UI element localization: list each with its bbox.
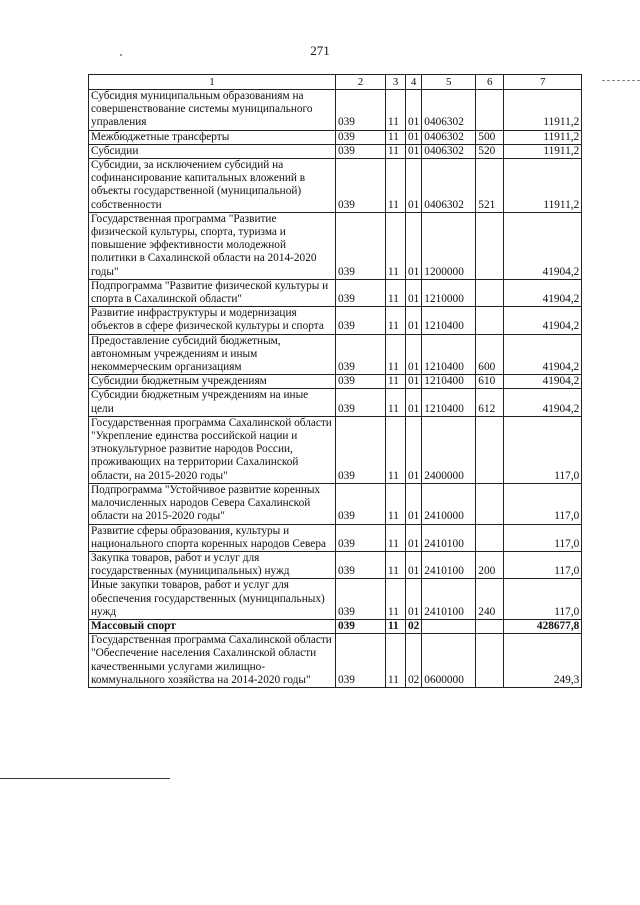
ministry-code-cell: 039 xyxy=(336,130,386,144)
scan-artifact-line xyxy=(0,778,170,779)
row-name-cell: Развитие сферы образования, культуры и национального спорта коренных народов Севера xyxy=(89,524,336,551)
subsection-code-cell: 01 xyxy=(406,579,422,620)
subsection-code-cell: 01 xyxy=(406,212,422,279)
row-name-cell: Подпрограмма "Устойчивое развитие коренных малочисленных народов Севера Сахалинской области на 2015-2020 годы" xyxy=(89,483,336,524)
ministry-code-cell: 039 xyxy=(336,90,386,131)
section-code-cell: 11 xyxy=(386,144,406,158)
target-item-cell: 2410100 xyxy=(422,551,476,578)
table-row xyxy=(89,279,582,306)
section-code-cell: 11 xyxy=(386,279,406,306)
amount-cell: 117,0 xyxy=(504,579,582,620)
section-code-cell: 11 xyxy=(386,159,406,213)
target-item-cell: 2410100 xyxy=(422,579,476,620)
target-item-cell: 1210400 xyxy=(422,334,476,375)
target-item-cell xyxy=(422,619,476,633)
amount-cell: 11911,2 xyxy=(504,159,582,213)
row-name-cell: Межбюджетные трансферты xyxy=(89,130,336,144)
row-name-cell: Развитие инфраструктуры и модернизация объектов в сфере физической культуры и спорта xyxy=(89,307,336,334)
header-cell: 1 xyxy=(89,75,336,90)
row-name-cell: Предоставление субсидий бюджетным, автономным учреждениям и иным некоммерческим организациям xyxy=(89,334,336,375)
target-item-cell: 0406302 xyxy=(422,144,476,158)
subsection-code-cell: 01 xyxy=(406,307,422,334)
ministry-code-cell: 039 xyxy=(336,579,386,620)
table-row xyxy=(89,634,582,688)
section-code-cell: 11 xyxy=(386,307,406,334)
section-code-cell: 11 xyxy=(386,619,406,633)
amount-cell: 11911,2 xyxy=(504,130,582,144)
table-row xyxy=(89,524,582,551)
row-name-cell: Государственная программа Сахалинской области "Обеспечение населения Сахалинской области качественными услугами жилищно-коммунального хозяйства на 2014-2020 годы" xyxy=(89,634,336,688)
target-item-cell: 1210400 xyxy=(422,389,476,416)
table-row xyxy=(89,90,582,131)
expense-type-cell xyxy=(476,279,504,306)
subsection-code-cell: 01 xyxy=(406,389,422,416)
subsection-code-cell: 02 xyxy=(406,619,422,633)
ministry-code-cell: 039 xyxy=(336,279,386,306)
ministry-code-cell: 039 xyxy=(336,619,386,633)
amount-cell: 249,3 xyxy=(504,634,582,688)
row-name-cell: Государственная программа Сахалинской области "Укрепление единства российской нации и этнокультурное развитие народов России, проживающих на территории Сахалинской области, на 2015-2020 годы" xyxy=(89,416,336,483)
ministry-code-cell: 039 xyxy=(336,212,386,279)
row-name-cell: Субсидии бюджетным учреждениям на иные цели xyxy=(89,389,336,416)
expense-type-cell: 612 xyxy=(476,389,504,416)
row-name-cell: Субсидия муниципальным образованиям на совершенствование системы муниципального управления xyxy=(89,90,336,131)
table-row xyxy=(89,483,582,524)
ministry-code-cell: 039 xyxy=(336,159,386,213)
row-name-cell: Закупка товаров, работ и услуг для государственных (муниципальных) нужд xyxy=(89,551,336,578)
table-row xyxy=(89,619,582,633)
target-item-cell: 1210400 xyxy=(422,307,476,334)
expense-type-cell: 240 xyxy=(476,579,504,620)
header-cell: 4 xyxy=(406,75,422,90)
target-item-cell: 2400000 xyxy=(422,416,476,483)
table-row xyxy=(89,159,582,213)
table-row xyxy=(89,334,582,375)
subsection-code-cell: 01 xyxy=(406,144,422,158)
header-cell: 5 xyxy=(422,75,476,90)
table-header-row xyxy=(89,75,582,90)
table-row xyxy=(89,579,582,620)
table-row xyxy=(89,212,582,279)
amount-cell: 41904,2 xyxy=(504,279,582,306)
header-cell: 3 xyxy=(386,75,406,90)
expense-type-cell xyxy=(476,212,504,279)
amount-cell: 117,0 xyxy=(504,416,582,483)
ministry-code-cell: 039 xyxy=(336,416,386,483)
expense-type-cell: 200 xyxy=(476,551,504,578)
ministry-code-cell: 039 xyxy=(336,307,386,334)
amount-cell: 11911,2 xyxy=(504,90,582,131)
subsection-code-cell: 01 xyxy=(406,159,422,213)
section-code-cell: 11 xyxy=(386,634,406,688)
target-item-cell: 2410000 xyxy=(422,483,476,524)
subsection-code-cell: 01 xyxy=(406,90,422,131)
target-item-cell: 0406302 xyxy=(422,130,476,144)
subsection-code-cell: 01 xyxy=(406,375,422,389)
ministry-code-cell: 039 xyxy=(336,634,386,688)
expense-type-cell xyxy=(476,524,504,551)
ministry-code-cell: 039 xyxy=(336,483,386,524)
section-code-cell: 11 xyxy=(386,483,406,524)
expense-type-cell xyxy=(476,619,504,633)
section-code-cell: 11 xyxy=(386,551,406,578)
amount-cell: 11911,2 xyxy=(504,144,582,158)
budget-table xyxy=(88,74,582,688)
expense-type-cell: 610 xyxy=(476,375,504,389)
amount-cell: 117,0 xyxy=(504,524,582,551)
header-cell: 7 xyxy=(504,75,582,90)
amount-cell: 41904,2 xyxy=(504,307,582,334)
section-code-cell: 11 xyxy=(386,416,406,483)
subsection-code-cell: 01 xyxy=(406,279,422,306)
ministry-code-cell: 039 xyxy=(336,375,386,389)
table-row xyxy=(89,551,582,578)
ministry-code-cell: 039 xyxy=(336,551,386,578)
expense-type-cell: 500 xyxy=(476,130,504,144)
amount-cell: 41904,2 xyxy=(504,375,582,389)
expense-type-cell xyxy=(476,90,504,131)
table-row xyxy=(89,130,582,144)
target-item-cell: 0406302 xyxy=(422,159,476,213)
target-item-cell: 2410100 xyxy=(422,524,476,551)
table-row xyxy=(89,307,582,334)
section-code-cell: 11 xyxy=(386,579,406,620)
ministry-code-cell: 039 xyxy=(336,144,386,158)
section-code-cell: 11 xyxy=(386,130,406,144)
scan-artifact-dashes xyxy=(602,80,640,81)
amount-cell: 41904,2 xyxy=(504,389,582,416)
page-number: 271 xyxy=(310,43,330,58)
expense-type-cell: 600 xyxy=(476,334,504,375)
table-row xyxy=(89,144,582,158)
row-name-cell: Субсидии, за исключением субсидий на софинансирование капитальных вложений в объекты государственной (муниципальной) собственности xyxy=(89,159,336,213)
subsection-code-cell: 01 xyxy=(406,416,422,483)
amount-cell: 117,0 xyxy=(504,551,582,578)
ministry-code-cell: 039 xyxy=(336,524,386,551)
expense-type-cell: 520 xyxy=(476,144,504,158)
row-name-cell: Субсидии xyxy=(89,144,336,158)
subsection-code-cell: 01 xyxy=(406,551,422,578)
amount-cell: 428677,8 xyxy=(504,619,582,633)
expense-type-cell: 521 xyxy=(476,159,504,213)
header-cell: 6 xyxy=(476,75,504,90)
row-name-cell: Субсидии бюджетным учреждениям xyxy=(89,375,336,389)
row-name-cell: Подпрограмма "Развитие физической культуры и спорта в Сахалинской области" xyxy=(89,279,336,306)
table-row xyxy=(89,389,582,416)
target-item-cell: 1210000 xyxy=(422,279,476,306)
header-cell: 2 xyxy=(336,75,386,90)
section-code-cell: 11 xyxy=(386,389,406,416)
target-item-cell: 1200000 xyxy=(422,212,476,279)
expense-type-cell xyxy=(476,483,504,524)
section-code-cell: 11 xyxy=(386,524,406,551)
row-name-cell: Государственная программа "Развитие физической культуры, спорта, туризма и повышение эффективности молодежной политики в Сахалинской области на 2014-2020 годы" xyxy=(89,212,336,279)
target-item-cell: 1210400 xyxy=(422,375,476,389)
subsection-code-cell: 01 xyxy=(406,483,422,524)
expense-type-cell xyxy=(476,307,504,334)
subsection-code-cell: 01 xyxy=(406,130,422,144)
amount-cell: 41904,2 xyxy=(504,334,582,375)
section-code-cell: 11 xyxy=(386,212,406,279)
ministry-code-cell: 039 xyxy=(336,334,386,375)
expense-type-cell xyxy=(476,634,504,688)
ministry-code-cell: 039 xyxy=(336,389,386,416)
target-item-cell: 0406302 xyxy=(422,90,476,131)
target-item-cell: 0600000 xyxy=(422,634,476,688)
amount-cell: 41904,2 xyxy=(504,212,582,279)
subsection-code-cell: 01 xyxy=(406,524,422,551)
table-row xyxy=(89,416,582,483)
expense-type-cell xyxy=(476,416,504,483)
subsection-code-cell: 01 xyxy=(406,334,422,375)
amount-cell: 117,0 xyxy=(504,483,582,524)
section-code-cell: 11 xyxy=(386,375,406,389)
section-code-cell: 11 xyxy=(386,334,406,375)
row-name-cell: Массовый спорт xyxy=(89,619,336,633)
subsection-code-cell: 02 xyxy=(406,634,422,688)
table-row xyxy=(89,375,582,389)
row-name-cell: Иные закупки товаров, работ и услуг для обеспечения государственных (муниципальных) нужд xyxy=(89,579,336,620)
section-code-cell: 11 xyxy=(386,90,406,131)
